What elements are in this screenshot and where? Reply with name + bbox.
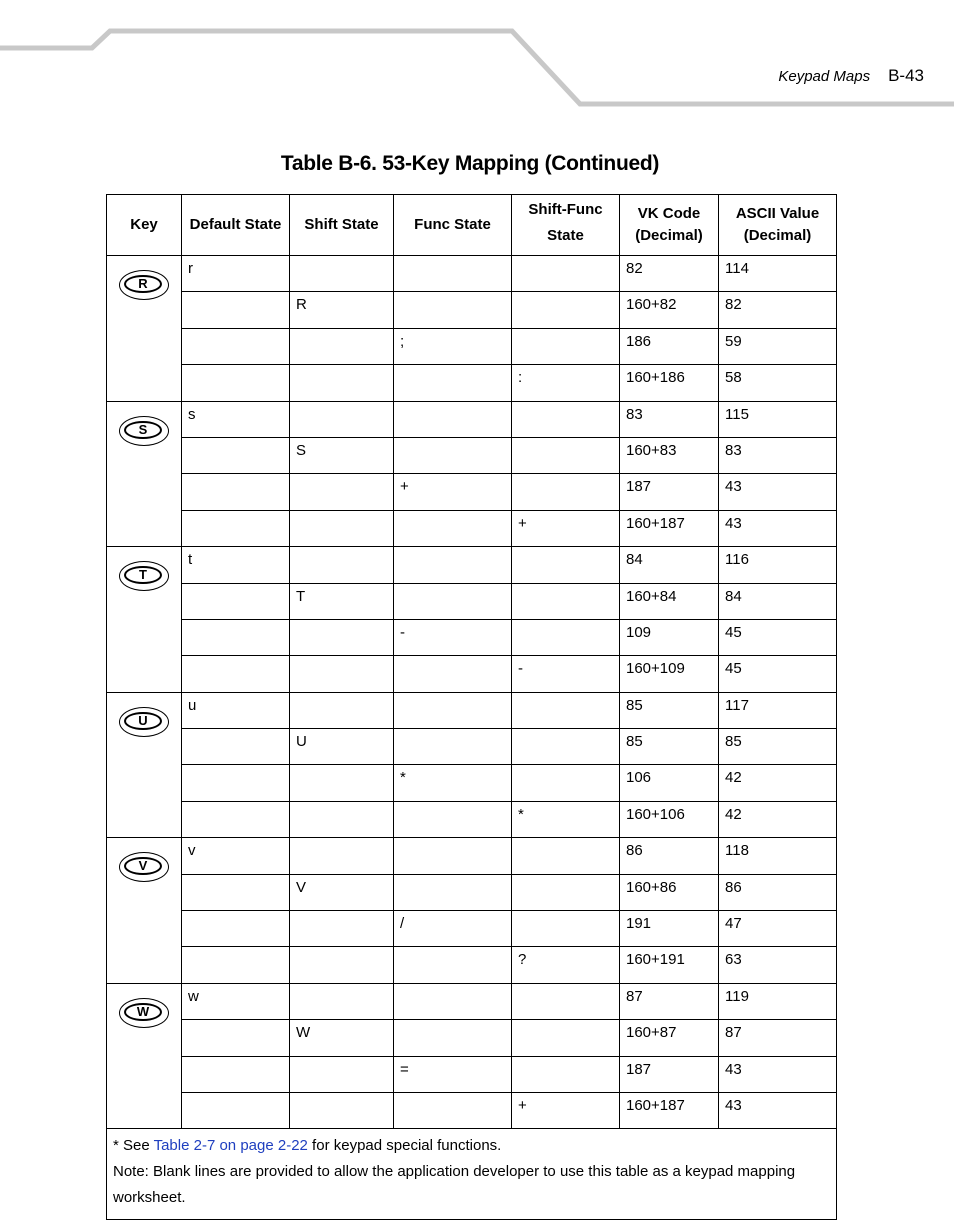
shift-func-state-cell	[512, 547, 620, 583]
table-row	[107, 983, 837, 1019]
default-state-cell	[182, 619, 290, 655]
footnote-see-suffix: for keypad special functions.	[307, 1137, 502, 1155]
shift-state-cell	[290, 838, 394, 874]
table-row	[107, 801, 837, 837]
default-state-cell	[182, 729, 290, 765]
default-state-cell: r	[182, 256, 290, 292]
table-row	[107, 256, 837, 292]
ascii-value-cell: 42	[719, 801, 837, 837]
key-cell	[107, 256, 182, 402]
shift-state-cell	[290, 947, 394, 983]
vk-code-cell: 160+109	[620, 656, 719, 692]
keycap-icon	[119, 270, 169, 300]
footnote-see	[113, 1133, 830, 1159]
table-row	[107, 619, 837, 655]
func-state-cell	[394, 401, 512, 437]
func-state-cell	[394, 692, 512, 728]
default-state-cell	[182, 583, 290, 619]
shift-state-cell	[290, 328, 394, 364]
func-state-cell	[394, 1020, 512, 1056]
shift-func-state-cell	[512, 583, 620, 619]
shift-state-cell	[290, 474, 394, 510]
col-header-shift-func-line1: Shift-Func	[528, 201, 603, 218]
table-row	[107, 656, 837, 692]
default-state-cell	[182, 437, 290, 473]
default-state-cell	[182, 474, 290, 510]
col-header-key: Key	[107, 195, 182, 256]
key-cell	[107, 983, 182, 1129]
vk-code-cell: 187	[620, 474, 719, 510]
table-row	[107, 401, 837, 437]
ascii-value-cell: 115	[719, 401, 837, 437]
ascii-value-cell: 43	[719, 510, 837, 546]
footnote-see-prefix: * See	[113, 1137, 154, 1155]
default-state-cell	[182, 1056, 290, 1092]
table-row	[107, 692, 837, 728]
vk-code-cell: 109	[620, 619, 719, 655]
table-row	[107, 1092, 837, 1128]
default-state-cell	[182, 911, 290, 947]
vk-code-cell: 160+186	[620, 365, 719, 401]
key-cell	[107, 547, 182, 693]
default-state-cell: w	[182, 983, 290, 1019]
col-header-ascii-value	[719, 195, 837, 256]
shift-state-cell	[290, 510, 394, 546]
page-number: B-43	[888, 66, 924, 85]
vk-code-cell: 83	[620, 401, 719, 437]
func-state-cell	[394, 510, 512, 546]
ascii-value-cell: 45	[719, 656, 837, 692]
table-body	[107, 256, 837, 1129]
vk-code-cell: 160+187	[620, 510, 719, 546]
default-state-cell	[182, 765, 290, 801]
shift-state-cell	[290, 911, 394, 947]
key-cell	[107, 838, 182, 984]
func-state-cell	[394, 256, 512, 292]
vk-code-cell: 82	[620, 256, 719, 292]
vk-code-cell: 160+84	[620, 583, 719, 619]
key-cell	[107, 692, 182, 838]
table-row	[107, 874, 837, 910]
func-state-cell	[394, 547, 512, 583]
table-row	[107, 583, 837, 619]
shift-state-cell	[290, 256, 394, 292]
default-state-cell	[182, 874, 290, 910]
ascii-value-cell: 116	[719, 547, 837, 583]
shift-state-cell: W	[290, 1020, 394, 1056]
shift-func-state-cell: +	[512, 510, 620, 546]
keycap-label: R	[124, 275, 162, 293]
func-state-cell	[394, 365, 512, 401]
vk-code-cell: 160+87	[620, 1020, 719, 1056]
func-state-cell: /	[394, 911, 512, 947]
shift-func-state-cell	[512, 729, 620, 765]
vk-code-cell: 160+191	[620, 947, 719, 983]
func-state-cell	[394, 983, 512, 1019]
default-state-cell: s	[182, 401, 290, 437]
table-row	[107, 328, 837, 364]
keycap-icon	[119, 416, 169, 446]
keycap-label: V	[124, 857, 162, 875]
ascii-value-cell: 83	[719, 437, 837, 473]
default-state-cell: v	[182, 838, 290, 874]
shift-state-cell	[290, 1092, 394, 1128]
col-header-shift-state: Shift State	[290, 195, 394, 256]
table-row	[107, 765, 837, 801]
ascii-value-cell: 114	[719, 256, 837, 292]
shift-func-state-cell	[512, 765, 620, 801]
func-state-cell: =	[394, 1056, 512, 1092]
vk-code-cell: 191	[620, 911, 719, 947]
ascii-value-cell: 82	[719, 292, 837, 328]
shift-func-state-cell	[512, 256, 620, 292]
func-state-cell	[394, 947, 512, 983]
keycap-label: U	[124, 712, 162, 730]
header-decoration	[0, 0, 954, 110]
keycap-icon	[119, 707, 169, 737]
vk-code-cell: 84	[620, 547, 719, 583]
vk-code-cell: 160+86	[620, 874, 719, 910]
key-mapping-table	[106, 194, 837, 1220]
shift-func-state-cell: +	[512, 1092, 620, 1128]
keycap-icon	[119, 852, 169, 882]
default-state-cell	[182, 947, 290, 983]
shift-func-state-cell	[512, 328, 620, 364]
default-state-cell	[182, 1020, 290, 1056]
table-header-row	[107, 195, 837, 256]
shift-state-cell	[290, 401, 394, 437]
default-state-cell	[182, 510, 290, 546]
keycap-label: W	[124, 1003, 162, 1021]
table-row	[107, 911, 837, 947]
func-state-cell	[394, 583, 512, 619]
col-header-vk-line1: VK Code	[637, 205, 701, 222]
vk-code-cell: 86	[620, 838, 719, 874]
shift-func-state-cell	[512, 474, 620, 510]
shift-state-cell	[290, 656, 394, 692]
table-row	[107, 365, 837, 401]
keycap-icon	[119, 998, 169, 1028]
shift-func-state-cell	[512, 619, 620, 655]
ascii-value-cell: 45	[719, 619, 837, 655]
vk-code-cell: 186	[620, 328, 719, 364]
shift-func-state-cell	[512, 1056, 620, 1092]
func-state-cell	[394, 292, 512, 328]
func-state-cell	[394, 656, 512, 692]
vk-code-cell: 106	[620, 765, 719, 801]
func-state-cell: ;	[394, 328, 512, 364]
col-header-shift-func-state	[512, 195, 620, 256]
shift-func-state-cell	[512, 874, 620, 910]
shift-func-state-cell	[512, 692, 620, 728]
shift-func-state-cell	[512, 437, 620, 473]
shift-state-cell	[290, 765, 394, 801]
vk-code-cell: 160+83	[620, 437, 719, 473]
shift-func-state-cell: ?	[512, 947, 620, 983]
ascii-value-cell: 58	[719, 365, 837, 401]
shift-state-cell	[290, 365, 394, 401]
ascii-value-cell: 47	[719, 911, 837, 947]
footnote-table-link[interactable]: Table 2-7 on page 2-22	[153, 1137, 308, 1155]
table-row	[107, 547, 837, 583]
shift-func-state-cell	[512, 911, 620, 947]
vk-code-cell: 85	[620, 692, 719, 728]
table-row	[107, 437, 837, 473]
table-title: Table B-6. 53-Key Mapping (Continued)	[280, 152, 660, 175]
func-state-cell: +	[394, 474, 512, 510]
col-header-func-state: Func State	[394, 195, 512, 256]
shift-state-cell: U	[290, 729, 394, 765]
func-state-cell	[394, 874, 512, 910]
vk-code-cell: 160+187	[620, 1092, 719, 1128]
col-header-ascii-line1: ASCII Value	[735, 205, 820, 222]
ascii-value-cell: 63	[719, 947, 837, 983]
ascii-value-cell: 43	[719, 1092, 837, 1128]
vk-code-cell: 160+106	[620, 801, 719, 837]
ascii-value-cell: 43	[719, 474, 837, 510]
shift-func-state-cell	[512, 292, 620, 328]
col-header-shift-func-line2: State	[547, 227, 584, 244]
ascii-value-cell: 117	[719, 692, 837, 728]
default-state-cell	[182, 365, 290, 401]
col-header-default-state: Default State	[182, 195, 290, 256]
keycap-label: T	[124, 566, 162, 584]
key-cell	[107, 401, 182, 547]
shift-state-cell	[290, 1056, 394, 1092]
table-row	[107, 510, 837, 546]
shift-func-state-cell: :	[512, 365, 620, 401]
func-state-cell	[394, 801, 512, 837]
func-state-cell: -	[394, 619, 512, 655]
ascii-value-cell: 86	[719, 874, 837, 910]
func-state-cell	[394, 1092, 512, 1128]
table-row	[107, 838, 837, 874]
shift-state-cell	[290, 547, 394, 583]
ascii-value-cell: 87	[719, 1020, 837, 1056]
running-head	[778, 66, 924, 86]
ascii-value-cell: 59	[719, 328, 837, 364]
func-state-cell: *	[394, 765, 512, 801]
shift-func-state-cell: -	[512, 656, 620, 692]
vk-code-cell: 187	[620, 1056, 719, 1092]
shift-func-state-cell: *	[512, 801, 620, 837]
shift-state-cell: S	[290, 437, 394, 473]
default-state-cell	[182, 1092, 290, 1128]
default-state-cell	[182, 801, 290, 837]
vk-code-cell: 87	[620, 983, 719, 1019]
ascii-value-cell: 84	[719, 583, 837, 619]
table-row	[107, 292, 837, 328]
keycap-icon	[119, 561, 169, 591]
ascii-value-cell: 43	[719, 1056, 837, 1092]
ascii-value-cell: 85	[719, 729, 837, 765]
col-header-vk-line2: (Decimal)	[635, 227, 703, 244]
keycap-label: S	[124, 421, 162, 439]
footnote-row	[107, 1129, 837, 1220]
default-state-cell	[182, 292, 290, 328]
table-row	[107, 474, 837, 510]
col-header-ascii-line2: (Decimal)	[743, 227, 812, 244]
table-row	[107, 947, 837, 983]
ascii-value-cell: 119	[719, 983, 837, 1019]
footnote-note: Note: Blank lines are provided to allow the application developer to use this table as a keypad mapping worksheet.	[113, 1163, 796, 1207]
func-state-cell	[394, 838, 512, 874]
ascii-value-cell: 42	[719, 765, 837, 801]
shift-func-state-cell	[512, 401, 620, 437]
shift-state-cell	[290, 983, 394, 1019]
vk-code-cell: 160+82	[620, 292, 719, 328]
shift-state-cell: R	[290, 292, 394, 328]
shift-func-state-cell	[512, 838, 620, 874]
shift-state-cell	[290, 692, 394, 728]
shift-state-cell	[290, 619, 394, 655]
footnote-cell	[107, 1129, 837, 1220]
table-row	[107, 1020, 837, 1056]
default-state-cell: u	[182, 692, 290, 728]
shift-state-cell	[290, 801, 394, 837]
shift-func-state-cell	[512, 983, 620, 1019]
default-state-cell: t	[182, 547, 290, 583]
shift-state-cell: T	[290, 583, 394, 619]
default-state-cell	[182, 656, 290, 692]
section-title: Keypad Maps	[778, 68, 871, 85]
ascii-value-cell: 118	[719, 838, 837, 874]
shift-func-state-cell	[512, 1020, 620, 1056]
col-header-vk-code	[620, 195, 719, 256]
shift-state-cell: V	[290, 874, 394, 910]
table-row	[107, 1056, 837, 1092]
vk-code-cell: 85	[620, 729, 719, 765]
default-state-cell	[182, 328, 290, 364]
func-state-cell	[394, 437, 512, 473]
func-state-cell	[394, 729, 512, 765]
table-row	[107, 729, 837, 765]
